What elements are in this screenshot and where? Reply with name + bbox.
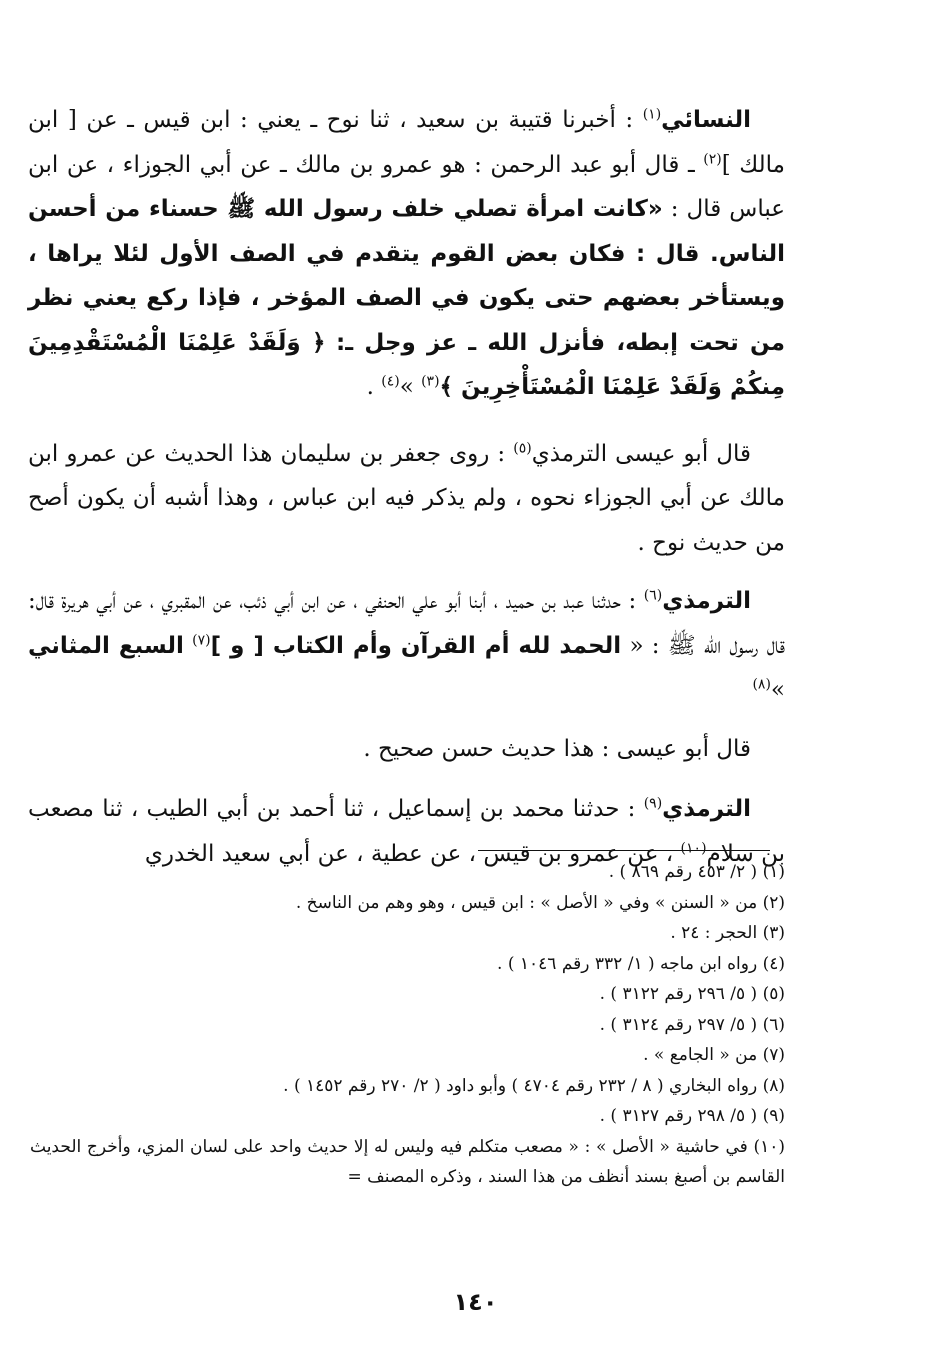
footnote-ref: (٩) <box>643 795 663 812</box>
quran-verse: ﴿ وَلَقَدْ عَلِمْنَا الْمُسْتَقْدِمِينَ مِنكُمْ وَلَقَدْ عَلِمْنَا الْمُسْتَأْخِرِينَ ﴾ <box>28 329 785 400</box>
isnad-text: ، عن عمرو بن قيس ، عن عطية ، عن أبي سعيد الخدري <box>144 840 674 867</box>
footnote-divider <box>478 850 770 851</box>
commentary-text: : روى جعفر بن سليمان هذا الحديث عن عمرو ابن مالك عن أبي الجوزاء نحوه ، ولم يذكر فيه ابن عباس ، وهذا أشبه أن يكون أصح من حديث نوح . <box>28 440 785 556</box>
quote-close: » <box>770 677 785 703</box>
footnote-item: (٥) ( ٥/ ٢٩٦ رقم ٣١٢٢ ) . <box>599 984 785 1004</box>
isnad-text: : أخبرنا قتيبة بن سعيد ، ثنا نوح ـ يعني : ابن قيس ـ عن [ ابن مالك ] <box>28 107 785 178</box>
hadith-quote: السبع المثاني <box>28 632 184 659</box>
isnad-text: : حدثنا محمد بن إسماعيل ، ثنا أحمد بن أبي الطيب ، ثنا مصعب بن سلام <box>28 796 785 867</box>
main-text <box>28 98 785 898</box>
footnote-ref: (٣) <box>421 373 440 390</box>
grading-text: قال أبو عيسى : هذا حديث حسن صحيح . <box>363 735 751 762</box>
paragraph-grading <box>28 727 785 772</box>
source-name: النسائي <box>661 107 752 133</box>
sentence-end: . <box>366 374 374 400</box>
paragraph-nasai <box>28 98 785 410</box>
footnote-ref: (٢) <box>703 150 722 167</box>
source-name: الترمذي <box>662 588 752 614</box>
footnote-ref: (٦) <box>643 587 663 604</box>
footnote-ref: (٧) <box>192 631 211 648</box>
footnote-ref: (٨) <box>752 676 771 693</box>
footnote-ref: (١٠) <box>680 839 707 856</box>
isnad-text: : حدثنا عبد بن حميد ، أبنا أبو علي الحنفي ، عن ابن أبي ذئب، عن المقبري ، عن أبي هريرة قال: قال رسول الله ﷺ : « <box>28 588 786 659</box>
source-name: قال أبو عيسى الترمذي <box>531 440 751 467</box>
footnote-ref: (٥) <box>513 439 532 456</box>
footnote-item: (٢) من « السنن » وفي « الأصل » : ابن قيس ، وهو وهم من الناسخ . <box>295 892 785 913</box>
footnote-ref: (٤) <box>381 373 400 390</box>
hadith-quote: الحمد لله أم القرآن وأم الكتاب [ و ] <box>210 632 622 659</box>
page-number: ١٤٠ <box>453 1288 498 1316</box>
footnotes <box>30 857 785 1193</box>
quote-close: » <box>399 374 414 400</box>
source-name: الترمذي <box>662 796 751 822</box>
footnote-item: (٤) رواه ابن ماجه ( ١/ ٣٣٢ رقم ١٠٤٦ ) . <box>497 953 785 974</box>
footnote-item: (٣) الحجر : ٢٤ . <box>670 923 785 943</box>
paragraph-abu-isa <box>28 432 785 566</box>
footnote-ref: (١) <box>642 106 662 123</box>
hadith-quote: «كانت امرأة تصلي خلف رسول الله ﷺ حسناء من أحسن الناس. قال : فكان بعض القوم يتقدم في الصف الأول لئلا يراها ، ويستأخر بعضهم حتى يكون في الصف المؤخر ، فإذا ركع يعني نظر من تحت إبطه، فأنزل الله ـ عز وجل ـ: <box>28 196 785 356</box>
paragraph-tirmidhi-1 <box>28 579 785 713</box>
isnad-text: ـ قال أبو عبد الرحمن : هو عمرو بن مالك ـ عن أبي الجوزاء ، عن ابن عباس قال : <box>28 151 785 222</box>
footnote-item: (٩) ( ٥/ ٢٩٨ رقم ٣١٢٧ ) . <box>599 1106 785 1126</box>
footnote-item: (٨) رواه البخاري ( ٨ / ٢٣٢ رقم ٤٧٠٤ ) وأبو داود ( ٢/ ٢٧٠ رقم ١٤٥٢ ) . <box>283 1075 785 1096</box>
footnote-item: (١) ( ٢/ ٤٥٣ رقم ٨٦٩ ) . <box>608 862 785 882</box>
footnote-item: (١٠) في حاشية « الأصل » : « مصعب متكلم فيه وليس له إلا حديث واحد على لسان المزي، وأخرج الحديث القاسم بن أصبغ بسند أنظف من هذا السند ، وذكره المصنف = <box>30 1136 785 1187</box>
footnote-item: (٧) من « الجامع » . <box>643 1045 785 1065</box>
footnote-item: (٦) ( ٥/ ٢٩٧ رقم ٣١٢٤ ) . <box>599 1014 785 1035</box>
